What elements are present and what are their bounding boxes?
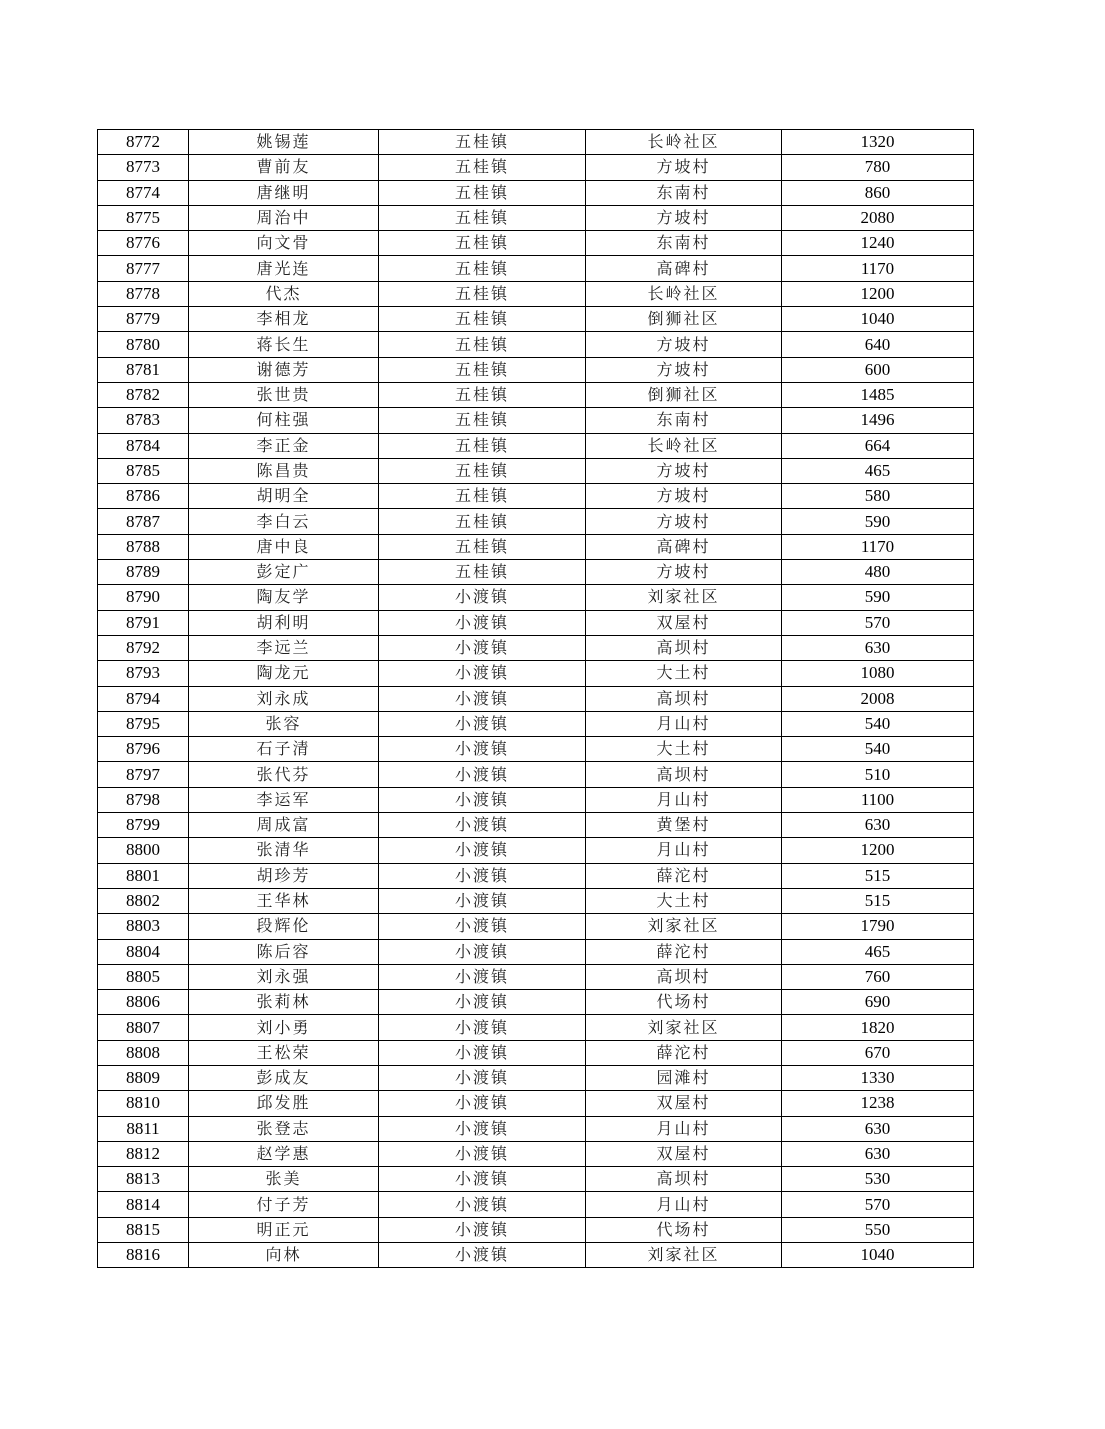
village-cell: 高坝村: [586, 635, 782, 660]
town-cell: 小渡镇: [379, 1243, 586, 1268]
town-cell: 小渡镇: [379, 1167, 586, 1192]
name-cell: 张清华: [189, 838, 379, 863]
amount-cell: 1040: [782, 1243, 974, 1268]
row-number-cell: 8789: [98, 560, 189, 585]
town-cell: 小渡镇: [379, 585, 586, 610]
name-cell: 李正金: [189, 433, 379, 458]
amount-cell: 1320: [782, 130, 974, 155]
amount-cell: 515: [782, 863, 974, 888]
amount-cell: 630: [782, 813, 974, 838]
table-row: [98, 863, 974, 888]
village-cell: 方坡村: [586, 205, 782, 230]
name-cell: 李运军: [189, 787, 379, 812]
name-cell: 王松荣: [189, 1040, 379, 1065]
row-number-cell: 8781: [98, 357, 189, 382]
row-number-cell: 8808: [98, 1040, 189, 1065]
table-row: [98, 382, 974, 407]
village-cell: 高碑村: [586, 534, 782, 559]
village-cell: 方坡村: [586, 155, 782, 180]
row-number-cell: 8798: [98, 787, 189, 812]
town-cell: 小渡镇: [379, 711, 586, 736]
amount-cell: 630: [782, 1141, 974, 1166]
village-cell: 刘家社区: [586, 585, 782, 610]
name-cell: 彭成友: [189, 1065, 379, 1090]
table-row: [98, 180, 974, 205]
village-cell: 薛沱村: [586, 939, 782, 964]
town-cell: 五桂镇: [379, 332, 586, 357]
town-cell: 五桂镇: [379, 180, 586, 205]
amount-cell: 1100: [782, 787, 974, 812]
row-number-cell: 8775: [98, 205, 189, 230]
table-row: [98, 661, 974, 686]
village-cell: 大土村: [586, 737, 782, 762]
amount-cell: 590: [782, 509, 974, 534]
row-number-cell: 8797: [98, 762, 189, 787]
row-number-cell: 8816: [98, 1243, 189, 1268]
table-row: [98, 155, 974, 180]
row-number-cell: 8793: [98, 661, 189, 686]
name-cell: 张代芬: [189, 762, 379, 787]
amount-cell: 1040: [782, 307, 974, 332]
name-cell: 唐继明: [189, 180, 379, 205]
town-cell: 小渡镇: [379, 964, 586, 989]
town-cell: 五桂镇: [379, 509, 586, 534]
village-cell: 刘家社区: [586, 1243, 782, 1268]
table-row: [98, 610, 974, 635]
row-number-cell: 8778: [98, 281, 189, 306]
name-cell: 张世贵: [189, 382, 379, 407]
town-cell: 小渡镇: [379, 939, 586, 964]
town-cell: 五桂镇: [379, 357, 586, 382]
table-row: [98, 964, 974, 989]
name-cell: 蒋长生: [189, 332, 379, 357]
amount-cell: 1080: [782, 661, 974, 686]
table-row: [98, 205, 974, 230]
town-cell: 五桂镇: [379, 433, 586, 458]
amount-cell: 780: [782, 155, 974, 180]
town-cell: 五桂镇: [379, 382, 586, 407]
name-cell: 刘永强: [189, 964, 379, 989]
village-cell: 大土村: [586, 661, 782, 686]
row-number-cell: 8802: [98, 888, 189, 913]
row-number-cell: 8807: [98, 1015, 189, 1040]
name-cell: 彭定广: [189, 560, 379, 585]
table-row: [98, 939, 974, 964]
village-cell: 代场村: [586, 1217, 782, 1242]
table-row: [98, 787, 974, 812]
row-number-cell: 8800: [98, 838, 189, 863]
name-cell: 陈后容: [189, 939, 379, 964]
row-number-cell: 8810: [98, 1091, 189, 1116]
town-cell: 五桂镇: [379, 408, 586, 433]
name-cell: 刘永成: [189, 686, 379, 711]
row-number-cell: 8783: [98, 408, 189, 433]
table-row: [98, 737, 974, 762]
row-number-cell: 8805: [98, 964, 189, 989]
village-cell: 方坡村: [586, 332, 782, 357]
amount-cell: 480: [782, 560, 974, 585]
town-cell: 小渡镇: [379, 1040, 586, 1065]
name-cell: 张登志: [189, 1116, 379, 1141]
table-row: [98, 1217, 974, 1242]
amount-cell: 2080: [782, 205, 974, 230]
amount-cell: 1240: [782, 231, 974, 256]
name-cell: 向林: [189, 1243, 379, 1268]
amount-cell: 530: [782, 1167, 974, 1192]
name-cell: 刘小勇: [189, 1015, 379, 1040]
name-cell: 陶龙元: [189, 661, 379, 686]
village-cell: 双屋村: [586, 1091, 782, 1116]
town-cell: 五桂镇: [379, 155, 586, 180]
table-row: [98, 484, 974, 509]
table-row: [98, 1015, 974, 1040]
row-number-cell: 8785: [98, 458, 189, 483]
table-row: [98, 762, 974, 787]
amount-cell: 540: [782, 711, 974, 736]
town-cell: 小渡镇: [379, 1065, 586, 1090]
row-number-cell: 8813: [98, 1167, 189, 1192]
name-cell: 胡明全: [189, 484, 379, 509]
village-cell: 园滩村: [586, 1065, 782, 1090]
row-number-cell: 8774: [98, 180, 189, 205]
village-cell: 高碑村: [586, 256, 782, 281]
amount-cell: 1820: [782, 1015, 974, 1040]
village-cell: 倒狮社区: [586, 382, 782, 407]
village-cell: 高坝村: [586, 964, 782, 989]
name-cell: 陈昌贵: [189, 458, 379, 483]
village-cell: 倒狮社区: [586, 307, 782, 332]
table-row: [98, 332, 974, 357]
amount-cell: 550: [782, 1217, 974, 1242]
row-number-cell: 8772: [98, 130, 189, 155]
name-cell: 李白云: [189, 509, 379, 534]
amount-cell: 630: [782, 635, 974, 660]
row-number-cell: 8809: [98, 1065, 189, 1090]
town-cell: 五桂镇: [379, 534, 586, 559]
table-row: [98, 1040, 974, 1065]
name-cell: 何柱强: [189, 408, 379, 433]
amount-cell: 1200: [782, 281, 974, 306]
town-cell: 小渡镇: [379, 813, 586, 838]
row-number-cell: 8796: [98, 737, 189, 762]
name-cell: 邱发胜: [189, 1091, 379, 1116]
row-number-cell: 8784: [98, 433, 189, 458]
table-row: [98, 1141, 974, 1166]
village-cell: 方坡村: [586, 560, 782, 585]
row-number-cell: 8795: [98, 711, 189, 736]
amount-cell: 515: [782, 888, 974, 913]
amount-cell: 664: [782, 433, 974, 458]
name-cell: 曹前友: [189, 155, 379, 180]
table-row: [98, 1091, 974, 1116]
town-cell: 小渡镇: [379, 838, 586, 863]
village-cell: 长岭社区: [586, 130, 782, 155]
name-cell: 周成富: [189, 813, 379, 838]
table-row: [98, 534, 974, 559]
row-number-cell: 8814: [98, 1192, 189, 1217]
village-cell: 方坡村: [586, 357, 782, 382]
name-cell: 李远兰: [189, 635, 379, 660]
table-row: [98, 408, 974, 433]
amount-cell: 590: [782, 585, 974, 610]
town-cell: 小渡镇: [379, 686, 586, 711]
name-cell: 李相龙: [189, 307, 379, 332]
amount-cell: 640: [782, 332, 974, 357]
table-row: [98, 914, 974, 939]
town-cell: 小渡镇: [379, 737, 586, 762]
name-cell: 唐中良: [189, 534, 379, 559]
row-number-cell: 8773: [98, 155, 189, 180]
name-cell: 周治中: [189, 205, 379, 230]
amount-cell: 510: [782, 762, 974, 787]
town-cell: 五桂镇: [379, 256, 586, 281]
name-cell: 陶友学: [189, 585, 379, 610]
town-cell: 小渡镇: [379, 1141, 586, 1166]
town-cell: 五桂镇: [379, 130, 586, 155]
row-number-cell: 8777: [98, 256, 189, 281]
row-number-cell: 8776: [98, 231, 189, 256]
amount-cell: 570: [782, 610, 974, 635]
amount-cell: 465: [782, 939, 974, 964]
name-cell: 谢德芳: [189, 357, 379, 382]
table-row: [98, 560, 974, 585]
town-cell: 五桂镇: [379, 281, 586, 306]
amount-cell: 1330: [782, 1065, 974, 1090]
name-cell: 胡利明: [189, 610, 379, 635]
village-cell: 刘家社区: [586, 914, 782, 939]
row-number-cell: 8794: [98, 686, 189, 711]
row-number-cell: 8792: [98, 635, 189, 660]
town-cell: 小渡镇: [379, 914, 586, 939]
name-cell: 明正元: [189, 1217, 379, 1242]
town-cell: 小渡镇: [379, 990, 586, 1015]
village-cell: 高坝村: [586, 1167, 782, 1192]
village-cell: 双屋村: [586, 610, 782, 635]
table-row: [98, 635, 974, 660]
amount-cell: 670: [782, 1040, 974, 1065]
amount-cell: 580: [782, 484, 974, 509]
village-cell: 月山村: [586, 787, 782, 812]
amount-cell: 860: [782, 180, 974, 205]
row-number-cell: 8787: [98, 509, 189, 534]
table-row: [98, 585, 974, 610]
village-cell: 月山村: [586, 711, 782, 736]
name-cell: 唐光连: [189, 256, 379, 281]
name-cell: 张容: [189, 711, 379, 736]
table-row: [98, 458, 974, 483]
amount-cell: 1170: [782, 534, 974, 559]
row-number-cell: 8782: [98, 382, 189, 407]
name-cell: 姚锡莲: [189, 130, 379, 155]
table-row: [98, 231, 974, 256]
table-row: [98, 990, 974, 1015]
village-cell: 双屋村: [586, 1141, 782, 1166]
amount-cell: 760: [782, 964, 974, 989]
name-cell: 段辉伦: [189, 914, 379, 939]
village-cell: 东南村: [586, 180, 782, 205]
town-cell: 小渡镇: [379, 1192, 586, 1217]
village-cell: 刘家社区: [586, 1015, 782, 1040]
row-number-cell: 8812: [98, 1141, 189, 1166]
row-number-cell: 8779: [98, 307, 189, 332]
town-cell: 小渡镇: [379, 762, 586, 787]
village-cell: 高坝村: [586, 686, 782, 711]
amount-cell: 1238: [782, 1091, 974, 1116]
amount-cell: 2008: [782, 686, 974, 711]
amount-cell: 570: [782, 1192, 974, 1217]
name-cell: 王华林: [189, 888, 379, 913]
village-cell: 代场村: [586, 990, 782, 1015]
row-number-cell: 8780: [98, 332, 189, 357]
row-number-cell: 8791: [98, 610, 189, 635]
amount-cell: 630: [782, 1116, 974, 1141]
table-row: [98, 1192, 974, 1217]
village-cell: 东南村: [586, 231, 782, 256]
row-number-cell: 8815: [98, 1217, 189, 1242]
name-cell: 胡珍芳: [189, 863, 379, 888]
village-cell: 高坝村: [586, 762, 782, 787]
row-number-cell: 8811: [98, 1116, 189, 1141]
row-number-cell: 8806: [98, 990, 189, 1015]
amount-cell: 465: [782, 458, 974, 483]
table-row: [98, 433, 974, 458]
table-row: [98, 1065, 974, 1090]
row-number-cell: 8801: [98, 863, 189, 888]
village-cell: 方坡村: [586, 484, 782, 509]
amount-cell: 600: [782, 357, 974, 382]
town-cell: 五桂镇: [379, 231, 586, 256]
village-cell: 东南村: [586, 408, 782, 433]
village-cell: 长岭社区: [586, 433, 782, 458]
table-row: [98, 256, 974, 281]
name-cell: 赵学惠: [189, 1141, 379, 1166]
table-row: [98, 509, 974, 534]
town-cell: 小渡镇: [379, 610, 586, 635]
town-cell: 小渡镇: [379, 1116, 586, 1141]
name-cell: 向文骨: [189, 231, 379, 256]
row-number-cell: 8786: [98, 484, 189, 509]
town-cell: 五桂镇: [379, 484, 586, 509]
name-cell: 张莉林: [189, 990, 379, 1015]
amount-cell: 1200: [782, 838, 974, 863]
table-row: [98, 1243, 974, 1268]
name-cell: 张美: [189, 1167, 379, 1192]
row-number-cell: 8803: [98, 914, 189, 939]
village-cell: 薛沱村: [586, 1040, 782, 1065]
name-cell: 石子清: [189, 737, 379, 762]
table-row: [98, 813, 974, 838]
village-cell: 大土村: [586, 888, 782, 913]
village-cell: 薛沱村: [586, 863, 782, 888]
village-cell: 长岭社区: [586, 281, 782, 306]
name-cell: 代杰: [189, 281, 379, 306]
town-cell: 小渡镇: [379, 661, 586, 686]
village-cell: 黄堡村: [586, 813, 782, 838]
town-cell: 五桂镇: [379, 307, 586, 332]
table-row: [98, 357, 974, 382]
amount-cell: 540: [782, 737, 974, 762]
village-cell: 月山村: [586, 1192, 782, 1217]
amount-cell: 690: [782, 990, 974, 1015]
row-number-cell: 8799: [98, 813, 189, 838]
town-cell: 小渡镇: [379, 1217, 586, 1242]
amount-cell: 1790: [782, 914, 974, 939]
row-number-cell: 8788: [98, 534, 189, 559]
village-cell: 月山村: [586, 838, 782, 863]
table-row: [98, 130, 974, 155]
amount-cell: 1170: [782, 256, 974, 281]
town-cell: 五桂镇: [379, 458, 586, 483]
town-cell: 小渡镇: [379, 863, 586, 888]
amount-cell: 1496: [782, 408, 974, 433]
amount-cell: 1485: [782, 382, 974, 407]
town-cell: 小渡镇: [379, 1015, 586, 1040]
town-cell: 小渡镇: [379, 787, 586, 812]
table-row: [98, 711, 974, 736]
table-row: [98, 888, 974, 913]
table-row: [98, 838, 974, 863]
village-cell: 方坡村: [586, 509, 782, 534]
table-row: [98, 307, 974, 332]
town-cell: 五桂镇: [379, 560, 586, 585]
town-cell: 小渡镇: [379, 888, 586, 913]
village-cell: 月山村: [586, 1116, 782, 1141]
table-row: [98, 686, 974, 711]
name-cell: 付子芳: [189, 1192, 379, 1217]
town-cell: 小渡镇: [379, 635, 586, 660]
town-cell: 五桂镇: [379, 205, 586, 230]
roster-table: [97, 129, 974, 1268]
roster-table-body: [98, 130, 974, 1268]
table-row: [98, 1167, 974, 1192]
table-row: [98, 281, 974, 306]
village-cell: 方坡村: [586, 458, 782, 483]
row-number-cell: 8804: [98, 939, 189, 964]
town-cell: 小渡镇: [379, 1091, 586, 1116]
row-number-cell: 8790: [98, 585, 189, 610]
table-row: [98, 1116, 974, 1141]
